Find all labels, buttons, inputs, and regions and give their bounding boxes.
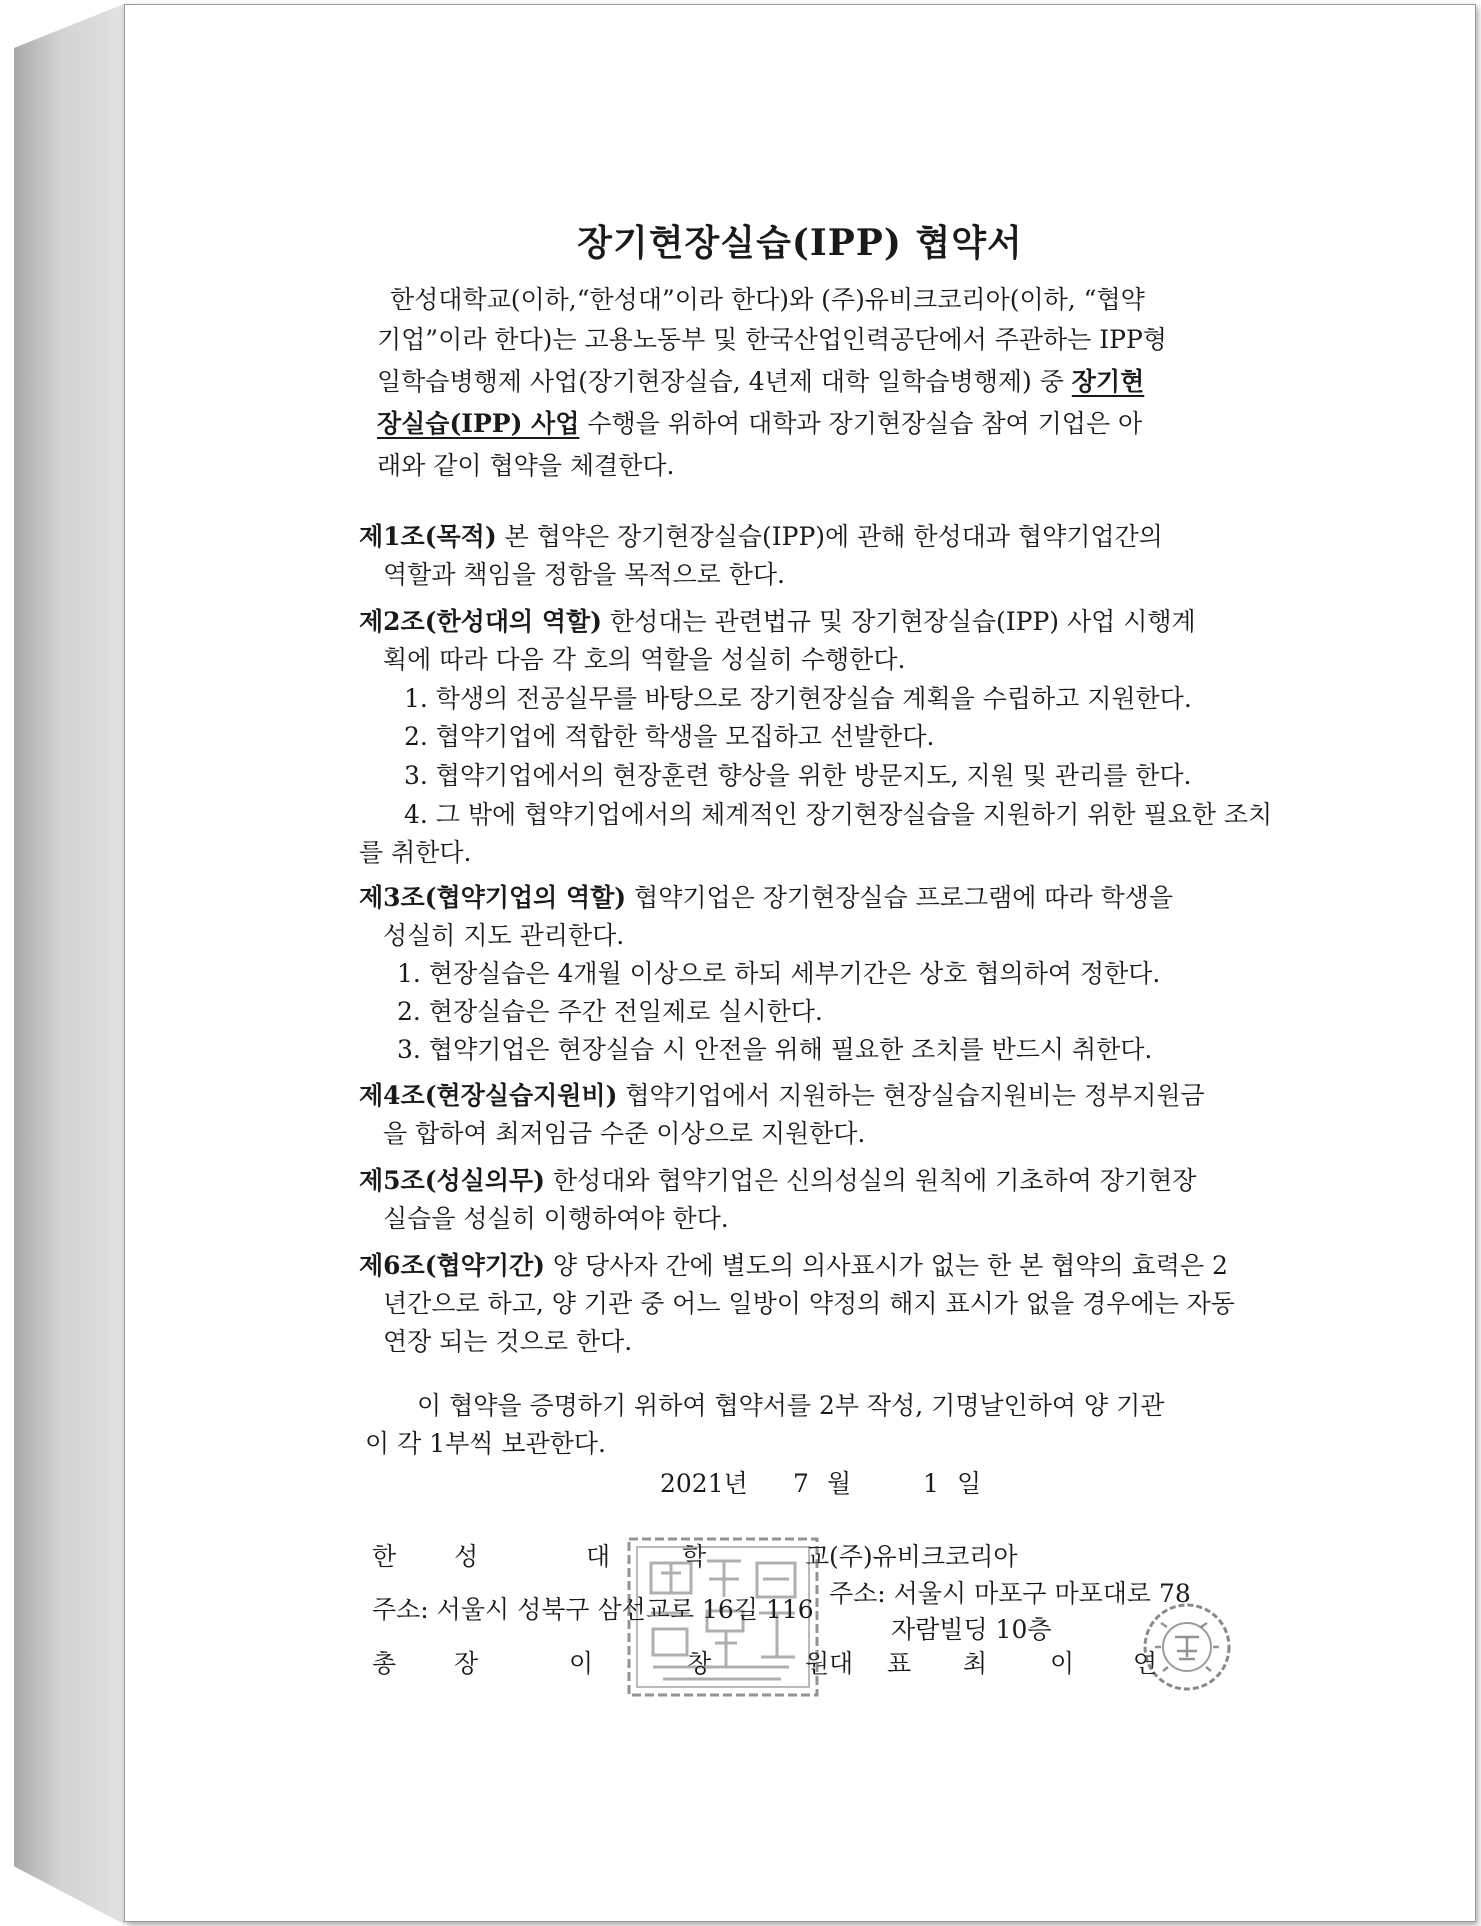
article-5-line-2: 실습을 성실히 이행하여야 한다. [383,1204,729,1233]
party-a-rep-char: 이 [569,1649,594,1678]
company-seal-stamp [1141,1601,1233,1693]
article-2 [359,603,1196,641]
article-6-heading: 제6조(협약기간) [359,1251,545,1280]
article-2-item-3: 3. 협약기업에서의 현장훈련 향상을 위한 방문지도, 지원 및 관리를 한다. [404,761,1192,790]
intro-line-1: 한성대학교(이하,“한성대”이라 한다)와 (주)유비크코리아(이하, “협약 [390,285,1145,314]
document-title: 장기현장실습(IPP) 협약서 [577,222,1023,264]
article-2-item-4-cont: 를 취한다. [359,838,472,867]
date-year: 2021년 [660,1469,748,1498]
party-b-rep-char: 연 [1133,1649,1158,1678]
party-b-rep-char: 대 [829,1649,854,1678]
party-b-rep-char: 표 [887,1649,912,1678]
article-1-line-2: 역할과 책임을 정함을 목적으로 한다. [383,560,785,589]
article-2-item-4: 4. 그 밖에 협약기업에서의 체계적인 장기현장실습을 지원하기 위한 필요한 조치 [404,800,1273,829]
article-3 [359,879,1173,917]
intro-line-4-text: 수행을 위하여 대학과 장기현장실습 참여 기업은 아 [579,409,1143,438]
party-a-name-char: 대 [586,1542,611,1571]
article-6-line-2: 년간으로 하고, 양 기관 중 어느 일방이 약정의 해지 표시가 없을 경우에는 자동 [383,1289,1235,1318]
party-a-name-char: 학 [682,1542,707,1571]
intro-line-4 [377,405,1142,443]
program-name-part-1: 장기현 [1071,367,1145,396]
party-a-name-char: 한 [372,1542,397,1571]
article-1 [359,518,1163,556]
article-3-heading: 제3조(협약기업의 역할) [359,883,627,912]
article-6 [359,1247,1228,1285]
article-4-line-2: 을 합하여 최저임금 수준 이상으로 지원한다. [383,1119,866,1148]
article-5 [359,1162,1196,1200]
article-2-item-1: 1. 학생의 전공실무를 바탕으로 장기현장실습 계획을 수립하고 지원한다. [404,684,1192,713]
article-3-line-2: 성실히 지도 관리한다. [383,921,625,950]
date-month: 7 [793,1469,809,1498]
article-5-line-1: 한성대와 협약기업은 신의성실의 원칙에 기초하여 장기현장 [544,1166,1197,1195]
article-6-line-3: 연장 되는 것으로 한다. [383,1327,633,1356]
article-4-heading: 제4조(현장실습지원비) [359,1081,618,1110]
university-seal-stamp [623,1533,823,1701]
closing-line-2: 이 각 1부씩 보관한다. [365,1429,606,1458]
article-3-item-2: 2. 현장실습은 주간 전일제로 실시한다. [397,997,823,1026]
party-b-address-2: 자람빌딩 10층 [891,1615,1052,1644]
party-b-address-1: 주소: 서울시 마포구 마포대로 78 [829,1579,1191,1608]
date-day: 1 [923,1469,939,1498]
party-a-rep-char: 총 [372,1649,397,1678]
intro-line-3 [377,363,1144,401]
article-5-heading: 제5조(성실의무) [359,1166,545,1195]
article-2-heading: 제2조(한성대의 역할) [359,607,602,636]
article-1-heading: 제1조(목적) [359,522,497,551]
party-a-address: 주소: 서울시 성북구 삼선교로 16길 116 [372,1595,814,1624]
article-6-line-1: 양 당사자 간에 별도의 의사표시가 없는 한 본 협약의 효력은 2 [544,1251,1228,1280]
party-a-name-char: 성 [454,1542,479,1571]
article-3-item-1: 1. 현장실습은 4개월 이상으로 하되 세부기간은 상호 협의하여 정한다. [397,959,1161,988]
article-2-item-2: 2. 협약기업에 적합한 학생을 모집하고 선발한다. [404,722,935,751]
party-a-rep-char: 원 [805,1649,830,1678]
program-name-part-2: 장실습(IPP) 사업 [377,409,580,438]
document-page [124,4,1476,1922]
article-4 [359,1077,1205,1115]
intro-line-2: 기업”이라 한다)는 고용노동부 및 한국산업인력공단에서 주관하는 IPP형 [377,325,1167,354]
closing-line-1: 이 협약을 증명하기 위하여 협약서를 2부 작성, 기명날인하여 양 기관 [417,1391,1165,1420]
party-b-name: (주)유비크코리아 [829,1542,1018,1571]
paper-stack-edge [14,4,124,1924]
article-2-line-1: 한성대는 관련법규 및 장기현장실습(IPP) 사업 시행계 [601,607,1196,636]
party-a-rep-char: 창 [687,1649,712,1678]
party-b-rep-char: 최 [963,1649,988,1678]
party-b-rep-char: 이 [1050,1649,1075,1678]
article-2-line-2: 획에 따라 다음 각 호의 역할을 성실히 수행한다. [383,645,906,674]
party-a-name-char: 교 [805,1542,830,1571]
article-4-line-1: 협약기업에서 지원하는 현장실습지원비는 정부지원금 [617,1081,1205,1110]
date-day-unit: 일 [957,1469,982,1498]
date-month-unit: 월 [827,1469,852,1498]
party-a-rep-char: 장 [454,1649,479,1678]
intro-line-5: 래와 같이 협약을 체결한다. [377,451,675,480]
article-1-line-1: 본 협약은 장기현장실습(IPP)에 관해 한성대과 협약기업간의 [496,522,1163,551]
article-3-item-3: 3. 협약기업은 현장실습 시 안전을 위해 필요한 조치를 반드시 취한다. [397,1035,1153,1064]
article-3-line-1: 협약기업은 장기현장실습 프로그램에 따라 학생을 [626,883,1173,912]
intro-line-3-text: 일학습병행제 사업(장기현장실습, 4년제 대학 일학습병행제) 중 [377,367,1072,396]
